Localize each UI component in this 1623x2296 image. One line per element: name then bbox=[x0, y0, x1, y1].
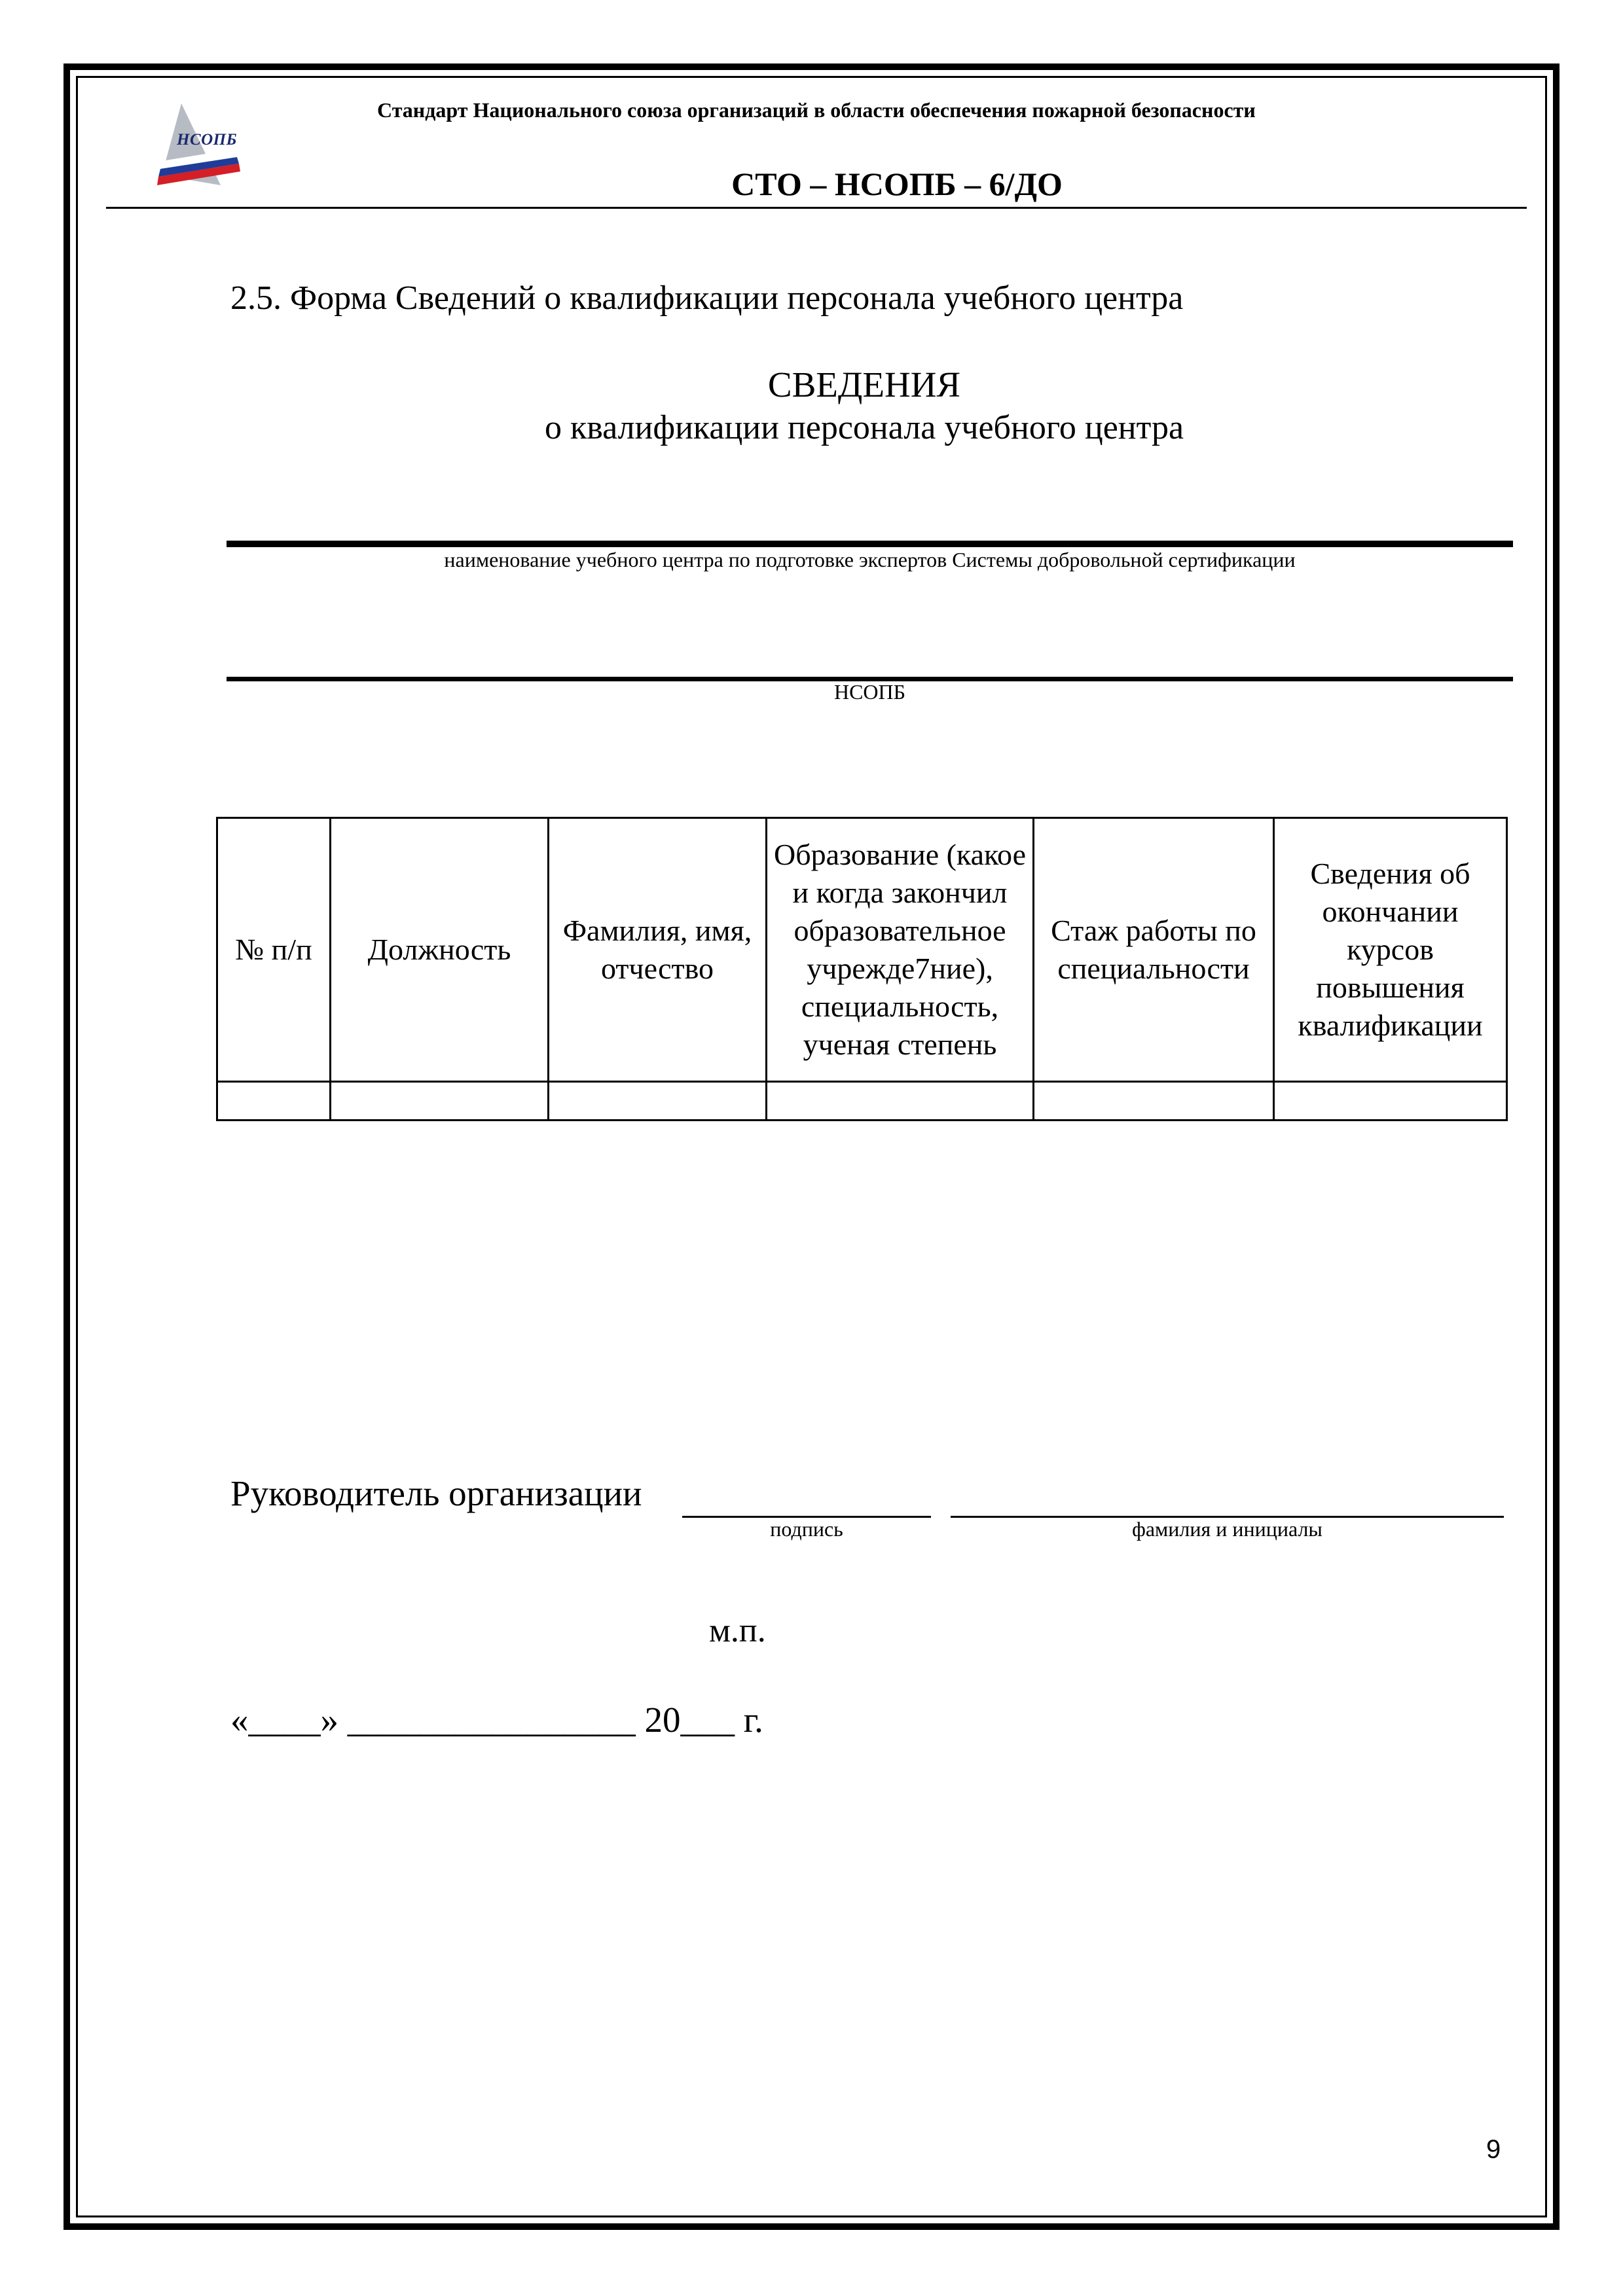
org-name-caption: наименование учебного центра по подготовке экспертов Системы добровольной сертификации bbox=[444, 548, 1296, 571]
standard-title: Стандарт Национального союза организаций в области обеспечения пожарной безопасности bbox=[377, 98, 1256, 122]
table-cell[interactable] bbox=[1274, 1082, 1507, 1121]
column-header-education: Образование (какое и когда закончил образовательное учрежде7ние), специальность, ученая степень bbox=[767, 818, 1034, 1082]
section-title: 2.5. Форма Сведений о квалификации персонала учебного центра bbox=[230, 279, 1184, 317]
signature-caption: подпись bbox=[770, 1517, 843, 1541]
form-subtitle: о квалификации персонала учебного центра bbox=[544, 409, 1184, 446]
manager-label: Руководитель организации bbox=[230, 1473, 642, 1513]
stamp-placeholder: м.п. bbox=[709, 1612, 766, 1649]
column-header-experience: Стаж работы по специальности bbox=[1034, 818, 1274, 1082]
column-header-number: № п/п bbox=[217, 818, 331, 1082]
column-header-full-name: Фамилия, имя, отчество bbox=[549, 818, 767, 1082]
table-cell[interactable] bbox=[549, 1082, 767, 1121]
table-cell[interactable] bbox=[331, 1082, 549, 1121]
header-divider bbox=[106, 207, 1527, 209]
table-header-row bbox=[217, 818, 1507, 1082]
form-title: СВЕДЕНИЯ bbox=[767, 365, 961, 404]
staff-qualification-table bbox=[216, 817, 1508, 1121]
org-name-line[interactable] bbox=[227, 541, 1513, 547]
table-row bbox=[217, 1082, 1507, 1121]
date-line[interactable]: «____» ________________ 20___ г. bbox=[230, 1700, 763, 1740]
column-header-training: Сведения об окончании курсов повышения квалификации bbox=[1274, 818, 1507, 1082]
name-caption: фамилия и инициалы bbox=[1132, 1517, 1322, 1541]
table-cell[interactable] bbox=[1034, 1082, 1274, 1121]
logo-text: НСОПБ bbox=[177, 131, 238, 149]
table-cell[interactable] bbox=[217, 1082, 331, 1121]
org-name-caption-2: НСОПБ bbox=[833, 680, 906, 704]
column-header-position: Должность bbox=[331, 818, 549, 1082]
document-code: СТО – НСОПБ – 6/ДО bbox=[731, 166, 1063, 202]
table-cell[interactable] bbox=[767, 1082, 1034, 1121]
page-number: 9 bbox=[1486, 2135, 1501, 2164]
